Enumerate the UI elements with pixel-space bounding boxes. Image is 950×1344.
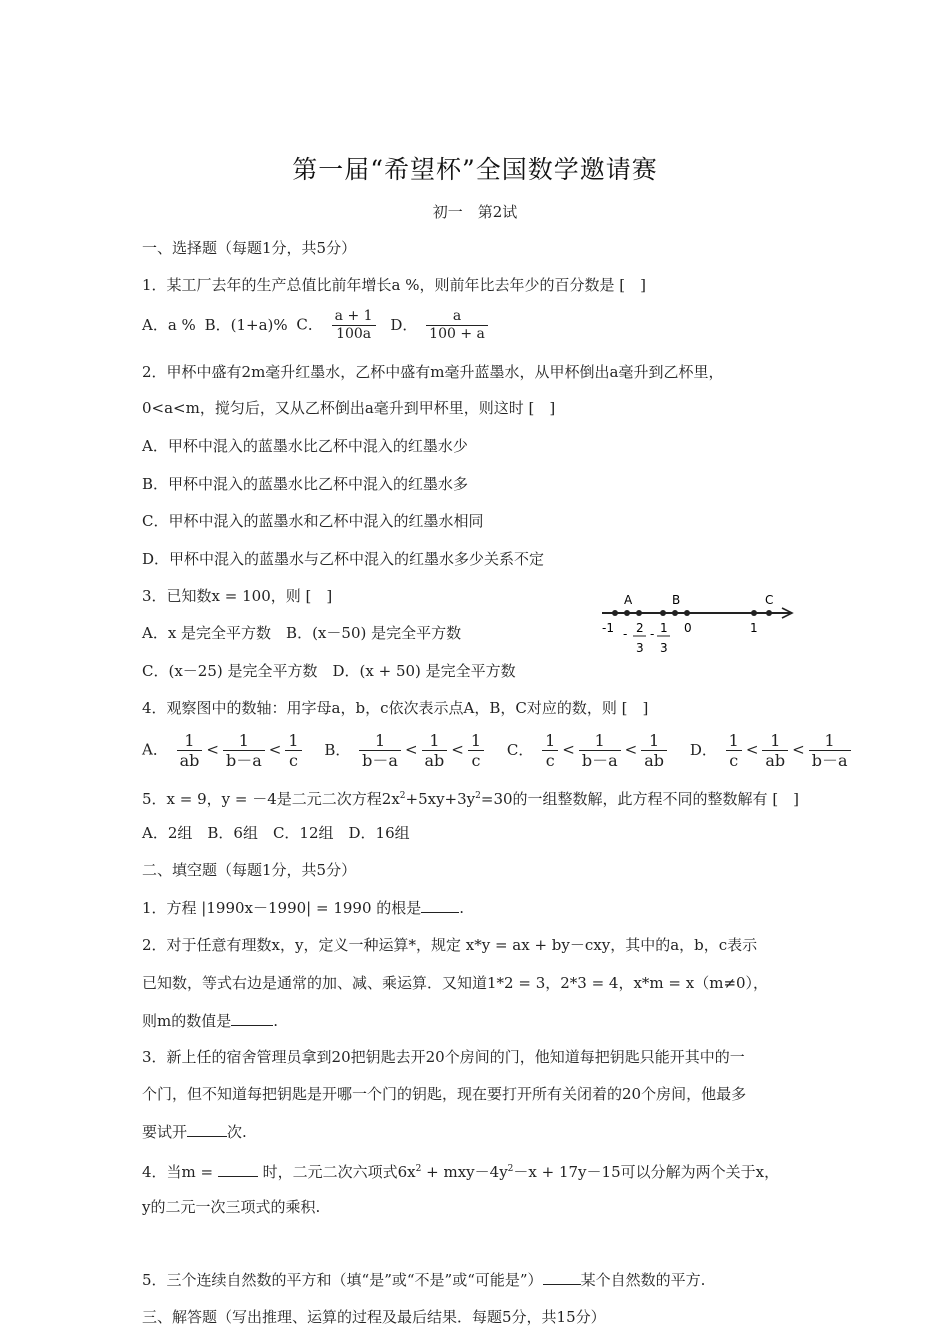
tick-dot-minus-one-third <box>660 610 666 616</box>
less-than-sign: < <box>404 740 418 759</box>
f3-line3 <box>142 1122 247 1142</box>
fraction-1-over-b-minus-a <box>223 731 265 770</box>
fraction-denominator: 100 + a <box>429 326 485 342</box>
fraction-numerator: 1 <box>809 731 851 751</box>
point-label-b: B <box>672 593 681 607</box>
section2-heading: 二、填空题（每题1分，共5分） <box>142 861 357 879</box>
fraction-numerator: 1 <box>285 731 301 751</box>
fraction-denominator: b－a <box>811 751 848 770</box>
q4-option-a-label: A． <box>142 740 168 759</box>
f4-text: 时，二元二次六项式6x <box>257 1163 416 1181</box>
document-subtitle: 初一 第2试 <box>432 203 518 221</box>
fraction-numerator: a <box>426 308 488 326</box>
tick-label-zero: 0 <box>684 621 692 635</box>
fraction-denominator: ab <box>424 751 445 770</box>
fraction-1-over-ab <box>762 731 788 770</box>
f4-text: 4．当m = <box>142 1163 218 1181</box>
q5-stem-part: 5．x = 9，y = －4是二元二次方程2x <box>142 790 400 808</box>
fraction-denominator: b－a <box>362 751 398 770</box>
q1-option-a: A．a % <box>142 315 196 334</box>
fraction-1-over-b-minus-a <box>359 731 401 770</box>
f2-text: 则m的数值是 <box>142 1012 232 1030</box>
f2-period: . <box>273 1012 279 1030</box>
answer-blank[interactable] <box>543 1271 581 1285</box>
fraction-denominator: c <box>471 751 481 770</box>
q1-option-c-label: C． <box>296 315 323 334</box>
q1-option-c-fraction <box>332 308 376 343</box>
less-than-sign: < <box>745 740 759 759</box>
tick-dot-minus-two-thirds <box>636 610 642 616</box>
fraction-denominator: ab <box>765 751 786 770</box>
tick-dot-minus-one <box>612 610 618 616</box>
q3-options-ab: A．x 是完全平方数 B．(x－50) 是完全平方数 <box>142 624 462 642</box>
tick-dot-zero <box>684 610 690 616</box>
fraction-denominator: c <box>729 751 739 770</box>
fraction-numerator: 1 <box>177 731 203 751</box>
q2-option-b: B．甲杯中混入的蓝墨水比乙杯中混入的红墨水多 <box>142 475 469 493</box>
q5-stem-part: =30的一组整数解，此方程不同的整数解有 [ ] <box>480 790 800 808</box>
q4-stem: 4．观察图中的数轴：用字母a，b，c依次表示点A，B，C对应的数，则 [ ] <box>142 699 649 717</box>
q2-option-d: D．甲杯中混入的蓝墨水与乙杯中混入的红墨水多少关系不定 <box>142 550 545 568</box>
q2-stem-line2: 0<a<m，搅匀后，又从乙杯倒出a毫升到甲杯里，则这时 [ ] <box>142 399 556 417</box>
point-label-c: C <box>765 593 774 607</box>
fraction-denominator: c <box>288 751 298 770</box>
fraction-1-over-ab <box>641 731 667 770</box>
fraction-numerator: 1 <box>542 731 558 751</box>
less-than-sign: < <box>562 740 575 759</box>
fraction-denominator: ab <box>644 751 665 770</box>
fraction-1-over-c <box>468 731 484 770</box>
number-line-figure <box>596 590 796 660</box>
f2-line1: 2．对于任意有理数x，y，定义一种运算*，规定 x*y = ax + by－cxy，其中的a，b，c表示 <box>142 936 758 954</box>
f1-period: . <box>459 899 465 917</box>
fraction-numerator: a + 1 <box>332 308 376 326</box>
less-than-sign: < <box>268 740 282 759</box>
q3-stem: 3．已知数x = 100，则 [ ] <box>142 587 333 605</box>
q2-option-c: C．甲杯中混入的蓝墨水和乙杯中混入的红墨水相同 <box>142 512 484 530</box>
q4-options <box>142 731 855 770</box>
answer-blank[interactable] <box>218 1163 258 1177</box>
fraction-denominator: b－a <box>225 751 262 770</box>
section1-heading: 一、选择题（每题1分，共5分） <box>142 239 357 257</box>
q1-options <box>142 308 492 343</box>
fraction-1-over-c <box>726 731 742 770</box>
less-than-sign: < <box>451 740 464 759</box>
f5-text: 5．三个连续自然数的平方和（填“是”或“不是”或“可能是”） <box>142 1271 543 1289</box>
fraction-numerator: 1 <box>726 731 742 751</box>
f4-line1 <box>142 1159 779 1182</box>
fraction-denominator: c <box>545 751 555 770</box>
superscript: 2 <box>507 1164 514 1174</box>
fraction-1-over-b-minus-a <box>579 731 621 770</box>
tick-dot-one <box>751 610 757 616</box>
f4-text: －x + 17y－15可以分解为两个关于x， <box>513 1163 780 1181</box>
q3-options-cd: C．(x－25) 是完全平方数 D．(x + 50) 是完全平方数 <box>142 662 516 680</box>
fraction-denominator: ab <box>179 751 200 770</box>
fraction-denominator: b－a <box>581 751 618 770</box>
answer-blank[interactable] <box>231 1012 273 1026</box>
f4-line2: y的二元一次三项式的乘积. <box>142 1198 321 1216</box>
q2-option-a: A．甲杯中混入的蓝墨水比乙杯中混入的红墨水少 <box>142 437 468 455</box>
point-a-dot <box>624 610 630 616</box>
answer-blank[interactable] <box>187 1123 227 1137</box>
tick-label-minus-one: -1 <box>602 621 614 635</box>
q4-option-c-label: C． <box>506 740 534 759</box>
point-label-a: A <box>624 593 633 607</box>
fraction-1-over-ab <box>177 731 203 770</box>
fraction-numerator: 1 <box>359 731 401 751</box>
frac2-denominator: 3 <box>660 641 668 655</box>
section3-heading: 三、解答题（写出推理、运算的过程及最后结果．每题5分，共15分） <box>142 1308 606 1326</box>
less-than-sign: < <box>792 740 805 759</box>
fraction-1-over-b-minus-a <box>809 731 851 770</box>
f2-line2: 已知数，等式右边是通常的加、减、乘运算．又知道1*2 = 3，2*3 = 4，x*m = x（m≠0）， <box>142 974 769 992</box>
document-title: 第一届“希望杯”全国数学邀请赛 <box>292 155 658 184</box>
fraction-numerator: 1 <box>762 731 788 751</box>
less-than-sign: < <box>206 740 219 759</box>
q1-option-d-label: D． <box>390 315 418 334</box>
superscript: 2 <box>399 791 406 801</box>
frac2-sign: - <box>650 627 655 641</box>
q1-option-d-fraction <box>426 308 488 343</box>
f1-line <box>142 898 464 918</box>
frac1-numerator: 2 <box>636 621 644 635</box>
less-than-sign: < <box>624 740 638 759</box>
superscript: 2 <box>415 1164 422 1174</box>
fraction-numerator: 1 <box>223 731 265 751</box>
frac1-sign: - <box>623 627 628 641</box>
fraction-1-over-c <box>285 731 301 770</box>
fraction-1-over-ab <box>422 731 448 770</box>
fraction-denominator: 100a <box>336 326 372 342</box>
f4-text: + mxy－4y <box>421 1163 508 1181</box>
point-b-dot <box>672 610 678 616</box>
f3-text-end: 次. <box>227 1123 247 1141</box>
q1-option-b: B．(1+a)% <box>204 315 288 334</box>
f5-text: 某个自然数的平方. <box>580 1271 706 1289</box>
fraction-numerator: 1 <box>468 731 484 751</box>
q4-option-d-label: D． <box>689 740 717 759</box>
f2-line3 <box>142 1011 278 1031</box>
q5-stem <box>142 786 799 809</box>
point-c-dot <box>766 610 772 616</box>
q5-options: A．2组 B．6组 C．12组 D．16组 <box>142 824 410 842</box>
tick-label-one: 1 <box>750 621 758 635</box>
f5-line <box>142 1270 705 1290</box>
q4-option-b-label: B． <box>324 740 351 759</box>
frac1-denominator: 3 <box>636 641 644 655</box>
fraction-numerator: 1 <box>641 731 667 751</box>
q2-stem-line1: 2．甲杯中盛有2m毫升红墨水，乙杯中盛有m毫升蓝墨水，从甲杯倒出a毫升到乙杯里， <box>142 363 724 381</box>
f3-line1: 3．新上任的宿舍管理员拿到20把钥匙去开20个房间的门，他知道每把钥匙只能开其中的一 <box>142 1048 745 1066</box>
answer-blank[interactable] <box>421 899 459 913</box>
superscript: 2 <box>475 791 481 801</box>
fraction-numerator: 1 <box>422 731 448 751</box>
q1-stem: 1．某工厂去年的生产总值比前年增长a %，则前年比去年少的百分数是 [ ] <box>142 276 646 294</box>
f1-text: 1．方程 |1990x－1990| = 1990 的根是 <box>142 899 422 917</box>
frac2-numerator: 1 <box>660 621 668 635</box>
fraction-numerator: 1 <box>579 731 621 751</box>
f3-line2: 个门，但不知道每把钥匙是开哪一个门的钥匙，现在要打开所有关闭着的20个房间，他最多 <box>142 1085 747 1103</box>
f3-text: 要试开 <box>142 1123 188 1141</box>
q5-stem-part: +5xy+3y <box>405 790 476 808</box>
fraction-1-over-c <box>542 731 558 770</box>
